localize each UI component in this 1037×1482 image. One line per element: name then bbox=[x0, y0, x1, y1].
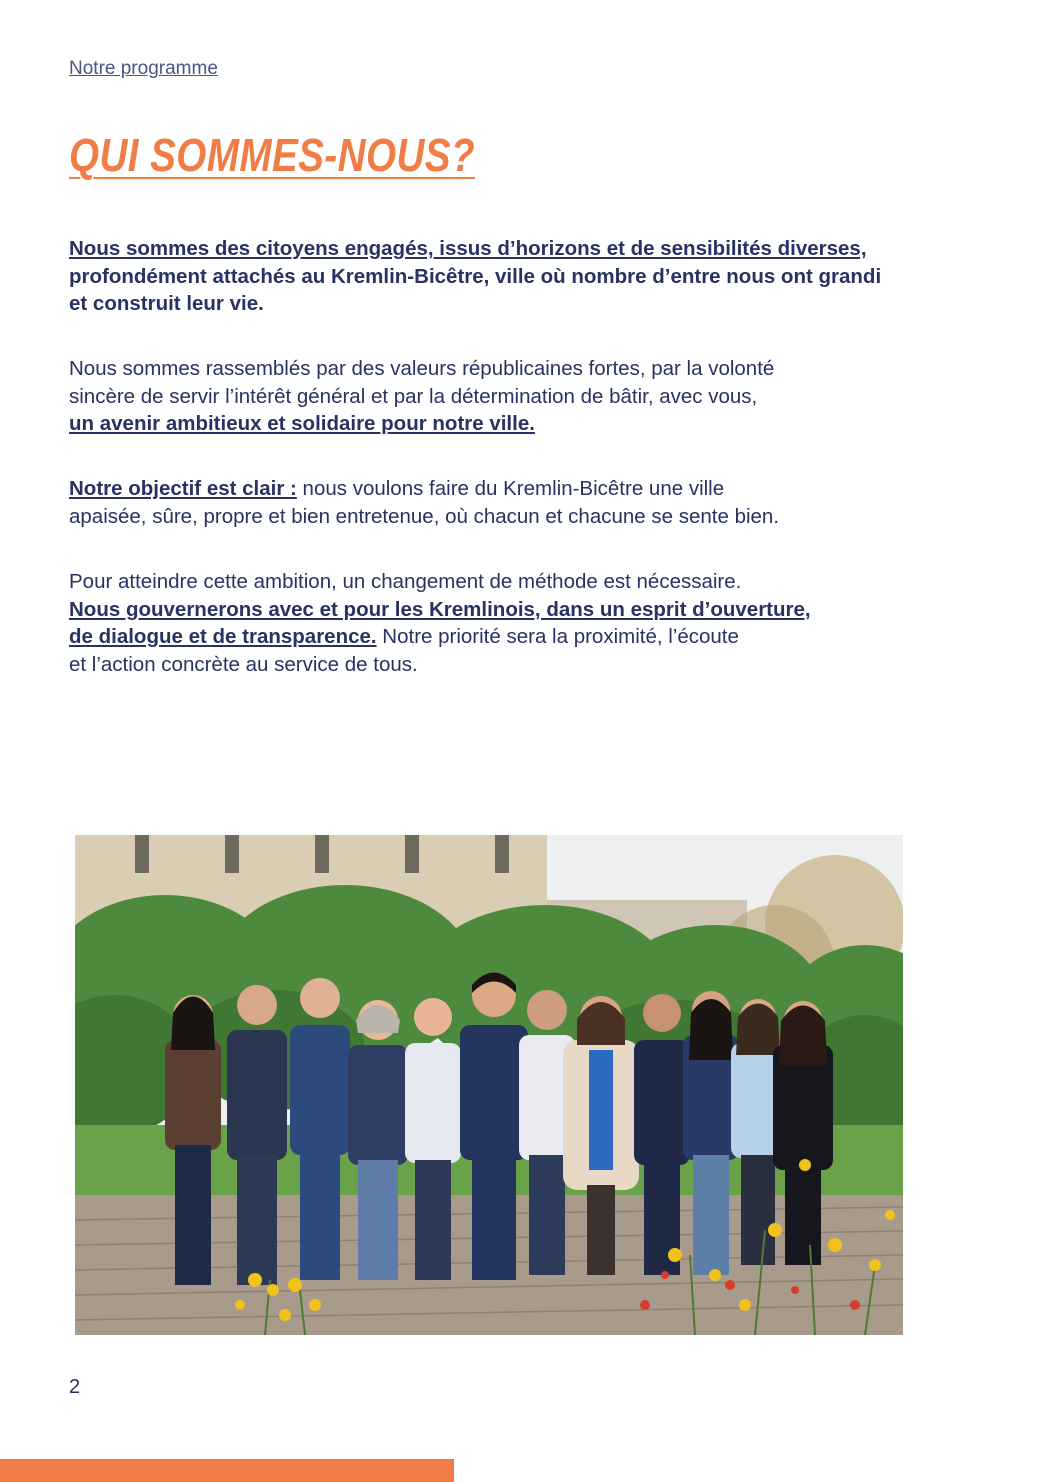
paragraph-values bbox=[69, 355, 774, 438]
page-number: 2 bbox=[69, 1376, 81, 1398]
objective-rest: nous voulons faire du Kremlin-Bicêtre une ville bbox=[296, 477, 725, 500]
paragraph-method bbox=[69, 568, 811, 678]
breadcrumb[interactable]: Notre programme bbox=[69, 58, 218, 79]
footer-accent-bar bbox=[0, 1459, 454, 1482]
method-emphasis-1: Nous gouvernerons avec et pour les Kremlinois, dans un esprit d’ouverture, bbox=[69, 597, 811, 621]
intro-line-3: et construit leur vie. bbox=[69, 292, 264, 315]
values-line-2: sincère de servir l’intérêt général et par la détermination de bâtir, avec vous, bbox=[69, 384, 758, 408]
intro-line-2: profondément attachés au Kremlin-Bicêtre, ville où nombre d’entre nous ont grandi bbox=[69, 264, 882, 288]
method-line-1: Pour atteindre cette ambition, un changement de méthode est nécessaire. bbox=[69, 570, 742, 593]
values-line-1: Nous sommes rassemblés par des valeurs républicaines fortes, par la volonté bbox=[69, 357, 775, 380]
method-rest: Notre priorité sera la proximité, l’écoute bbox=[376, 625, 739, 648]
paragraph-objective bbox=[69, 475, 779, 530]
objective-line-2: apaisée, sûre, propre et bien entretenue, où chacun et chacune se sente bien. bbox=[69, 504, 780, 528]
intro-lead: Nous sommes des citoyens engagés, issus d’horizons et de sensibilités diverses, bbox=[69, 237, 867, 260]
method-line-4: et l’action concrète au service de tous. bbox=[69, 652, 418, 676]
paragraph-intro bbox=[69, 235, 881, 318]
objective-lead: Notre objectif est clair : bbox=[69, 477, 297, 500]
values-emphasis: un avenir ambitieux et solidaire pour notre ville. bbox=[69, 412, 535, 435]
page-title: QUI SOMMES-NOUS? bbox=[69, 129, 476, 181]
method-emphasis-2: de dialogue et de transparence. bbox=[69, 625, 377, 648]
team-photo bbox=[75, 835, 903, 1335]
